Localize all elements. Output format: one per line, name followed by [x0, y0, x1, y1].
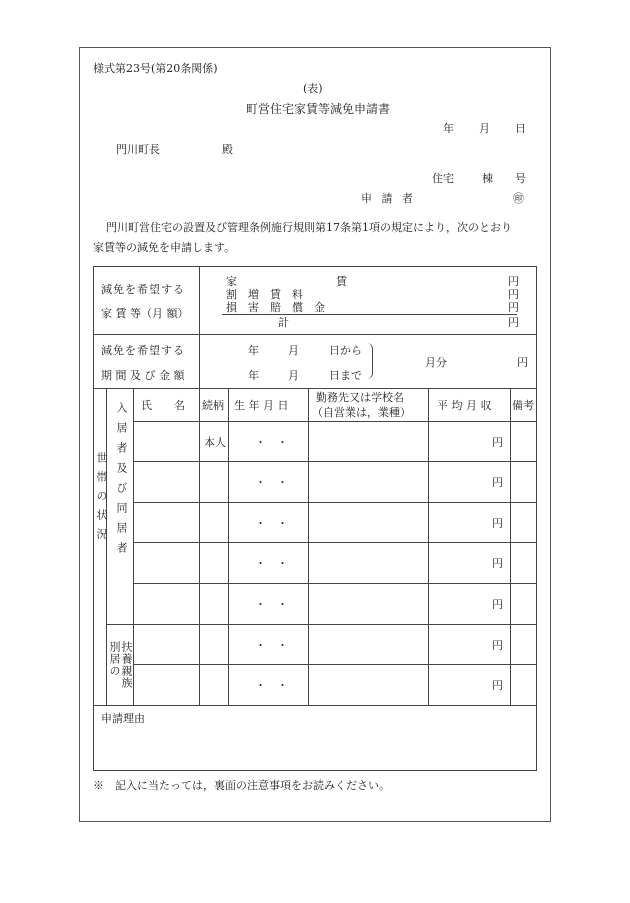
footer-note: ※ 記入に当たっては，裏面の注意事項をお読みください。: [93, 779, 390, 792]
row-4-income-unit: 円: [492, 557, 503, 570]
col-name: 氏 名: [141, 399, 185, 412]
honorific: 殿: [222, 143, 233, 156]
cohabitant-label: 入居者及び同居者: [115, 402, 128, 562]
row-7-income-unit: 円: [492, 679, 503, 692]
rent-row-surcharge: 割 増 賃 料: [226, 288, 303, 301]
row-6-income-unit: 円: [492, 639, 503, 652]
period-brace: [366, 343, 373, 379]
row-2-income-unit: 円: [492, 476, 503, 489]
dependent-label-left: 別居の: [108, 641, 121, 677]
dependent-label-right: 扶養親族: [120, 641, 133, 689]
row-3-income-unit: 円: [492, 517, 503, 530]
form-number: 様式第23号(第20条関係): [93, 62, 218, 75]
rent-unit: 円: [508, 275, 519, 288]
intro-line-2: 家賃等の減免を申請します。: [93, 241, 236, 254]
rent-row-total: 計: [278, 316, 289, 329]
col-income: 平 均 月 収: [437, 399, 492, 412]
intro-line-1: 門川町営住宅の設置及び管理条例施行規則第17条第1項の規定により，次のとおり: [106, 221, 512, 234]
period-from-suffix: 日から: [329, 344, 362, 357]
period-to-suffix: 日まで: [329, 369, 362, 382]
row-7-birthdate: ・ ・: [255, 679, 288, 692]
rent-row-rent: 家 賃: [226, 275, 347, 288]
row-6-birthdate: ・ ・: [255, 639, 288, 652]
application-form-table: [93, 266, 537, 771]
addressee: 門川町長: [116, 143, 160, 156]
row-1-relation: 本人: [204, 436, 226, 449]
period-to-month: 月: [288, 369, 299, 382]
date-year: 年: [443, 122, 454, 135]
period-unit: 円: [517, 356, 528, 369]
household-outer-label: 世帯の状況: [95, 452, 108, 547]
date-day: 日: [515, 122, 526, 135]
row-1-birthdate: ・ ・: [255, 436, 288, 449]
row-3-birthdate: ・ ・: [255, 517, 288, 530]
housing-label: 住宅: [432, 172, 454, 185]
period-months: 月分: [425, 356, 447, 369]
rent-label-line-1: 減免を希望する: [101, 283, 185, 296]
building-label: 棟: [482, 172, 493, 185]
col-workplace-line-2: （自営業は，業種）: [312, 406, 411, 419]
rent-row-damages: 損 害 賠 償 金: [226, 301, 325, 314]
row-5-income-unit: 円: [492, 598, 503, 611]
page-title: 町営住宅家賃等減免申請書: [246, 102, 391, 116]
row-4-birthdate: ・ ・: [255, 557, 288, 570]
number-label: 号: [515, 172, 526, 185]
applicant-label: 申 請 者: [361, 192, 416, 205]
row-5-birthdate: ・ ・: [255, 598, 288, 611]
rent-label-line-2: 家 賃 等（月 額）: [101, 307, 189, 320]
row-1-income-unit: 円: [492, 436, 503, 449]
period-label-line-2: 期 間 及 び 金 額: [101, 369, 185, 382]
seal-mark: ㊞: [513, 192, 524, 205]
col-relation: 続柄: [202, 399, 224, 412]
date-month: 月: [479, 122, 490, 135]
col-birthdate: 生 年 月 日: [234, 399, 289, 412]
period-label-line-1: 減免を希望する: [101, 344, 185, 357]
period-to-year: 年: [248, 369, 259, 382]
col-remarks: 備考: [512, 399, 534, 412]
side-label: (表): [303, 82, 323, 95]
col-workplace-line-1: 勤務先又は学校名: [316, 391, 404, 404]
row-2-birthdate: ・ ・: [255, 476, 288, 489]
total-unit: 円: [508, 316, 519, 329]
reason-label: 申請理由: [101, 712, 145, 725]
period-from-year: 年: [248, 344, 259, 357]
surcharge-unit: 円: [508, 288, 519, 301]
damages-unit: 円: [508, 301, 519, 314]
period-from-month: 月: [288, 344, 299, 357]
